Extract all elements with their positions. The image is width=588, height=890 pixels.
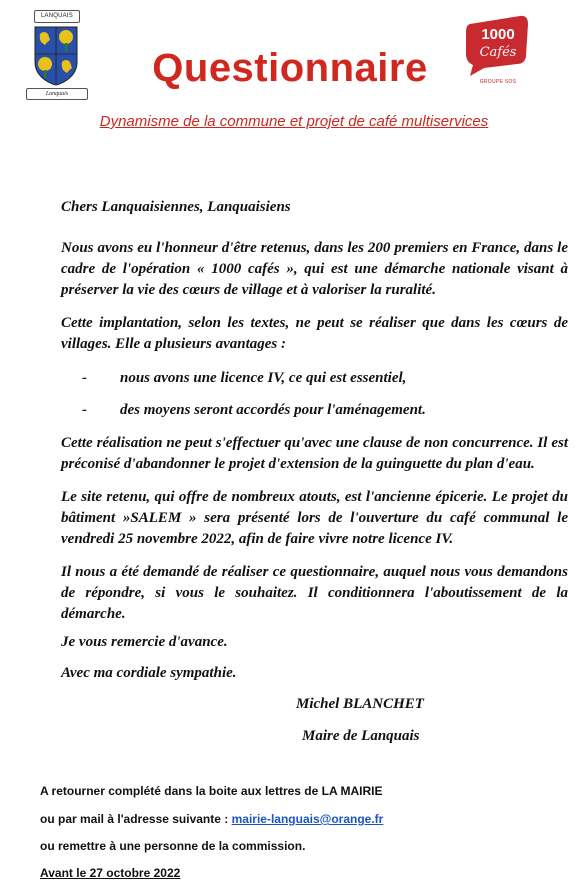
shield-icon: [34, 26, 78, 86]
paragraph-3: Cette réalisation ne peut s'effectuer qu'avec une clause de non concurrence. Il est préconisé d'abandonner le projet d'extension de la guinguette du plan d'eau.: [61, 435, 568, 472]
1000-cafes-logo: [462, 10, 532, 94]
footer-deadline: Avant le 27 octobre 2022: [40, 866, 181, 880]
commune-coat-of-arms-logo: [20, 10, 92, 100]
letter-closing: Avec ma cordiale sympathie.: [61, 665, 237, 681]
signatory-name: Michel BLANCHET: [296, 696, 424, 712]
coat-banner-top: LANQUAIS: [34, 10, 80, 23]
email-link[interactable]: mairie-languais@orange.fr: [231, 812, 384, 826]
letter-thanks: Je vous remercie d'avance.: [61, 634, 228, 650]
paragraph-1: Nous avons eu l'honneur d'être retenus, dans les 200 premiers en France, dans le cadre de l'opération « 1000 cafés », qui est une démarche nationale visant à préserver la vie des cœurs de village et à valoriser la ruralité.: [61, 240, 568, 298]
footer-email-prefix: ou par mail à l'adresse suivante :: [40, 812, 232, 826]
page-subtitle: Dynamisme de la commune et projet de café multiservices: [99, 113, 489, 130]
cafes-speech-bubble-icon: [462, 10, 532, 80]
paragraph-5: Il nous a été demandé de réaliser ce questionnaire, auquel nous vous demandons de répondre, si vous le souhaitez. Il conditionnera l'aboutissement de la démarche.: [61, 564, 568, 622]
coat-banner-bottom: Lanquais: [26, 88, 88, 100]
bullet-marker-2: -: [82, 402, 87, 418]
paragraph-4: Le site retenu, qui offre de nombreux atouts, est l'ancienne épicerie. Le projet du bâtiment »SALEM » sera présenté lors de l'ouverture du café communal le vendredi 25 novembre 2022, afin de faire vivre notre licence IV.: [61, 489, 568, 547]
cafes-caption: GROUPE SOS: [479, 79, 517, 85]
signatory-title: Maire de Lanquais: [302, 728, 420, 744]
bullet-item-2: des moyens seront accordés pour l'aménagement.: [120, 402, 426, 418]
bullet-item-1: nous avons une licence IV, ce qui est essentiel,: [120, 370, 407, 386]
cafes-number: 1000: [481, 26, 515, 43]
letter-salutation: Chers Lanquaisiennes, Lanquaisiens: [61, 199, 291, 215]
footer-return-instruction: A retourner complété dans la boite aux lettres de LA MAIRIE: [40, 784, 383, 798]
footer-commission-line: ou remettre à une personne de la commission.: [40, 839, 306, 853]
paragraph-2: Cette implantation, selon les textes, ne peut se réaliser que dans les cœurs de villages. Elle a plusieurs avantages :: [61, 315, 568, 352]
footer-email-line: [40, 812, 383, 826]
cafes-word: Cafés: [479, 45, 517, 60]
page-title: Questionnaire: [152, 46, 428, 90]
bullet-marker-1: -: [82, 370, 87, 386]
